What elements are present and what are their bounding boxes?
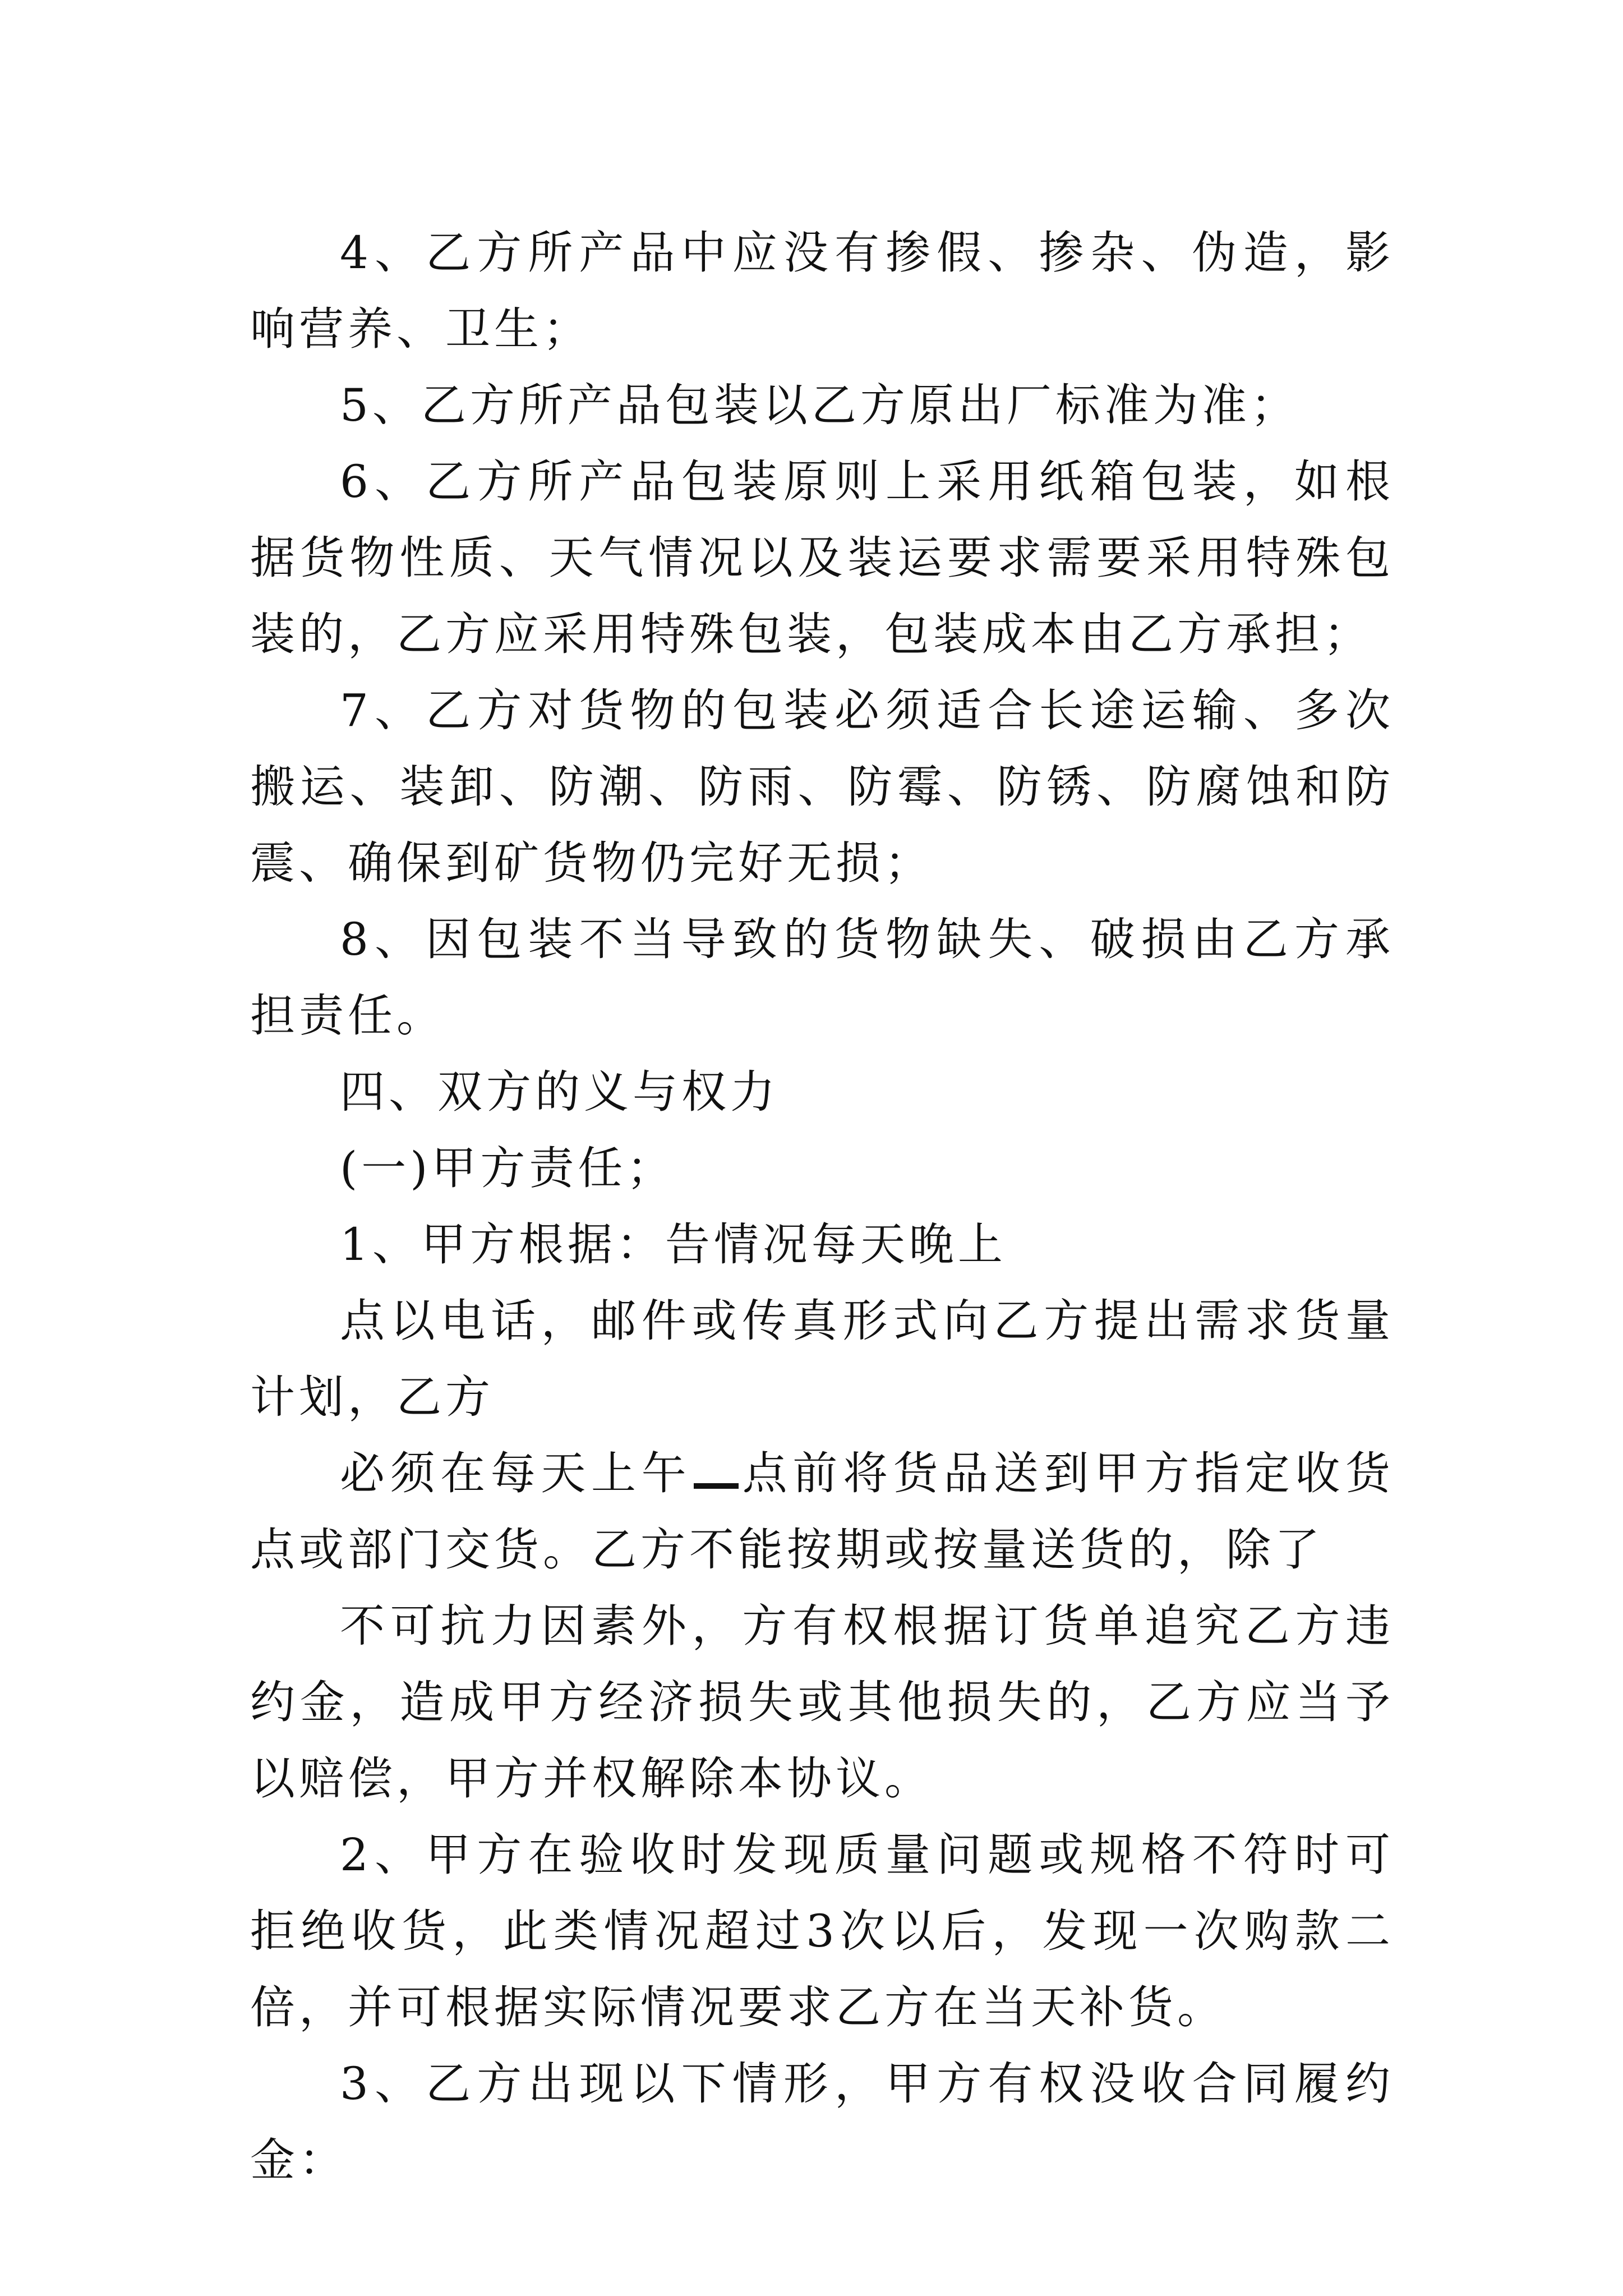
paragraph-forfeiture: 3、乙方出现以下情形，甲方有权没收合同履约金：	[250, 2058, 1394, 2186]
paragraph-order-method: 点以电话，邮件或传真形式向乙方提出需求货量计划，乙方	[250, 1295, 1394, 1423]
paragraph-transport-packaging: 7、乙方对货物的包装必须适合长途运输、多次搬运、装卸、防潮、防雨、防霉、防锈、防腐蚀和防震、确保到矿货物仍完好无损；	[250, 684, 1394, 889]
subsection-heading-party-a: (一)甲方责任；	[340, 1142, 676, 1194]
fill-in-blank	[694, 1478, 739, 1489]
paragraph-packaging-liability: 8、因包装不当导致的货物缺失、破损由乙方承担责任。	[250, 913, 1394, 1042]
delivery-text-after: 点前将货品送到甲方指定收货点或部门交货。乙方不能按期或按量送货的，除了	[250, 1447, 1395, 1576]
paragraph-order-plan: 1、甲方根据：告情况每天晚上	[340, 1218, 1007, 1271]
paragraph-delivery-time	[250, 1435, 1394, 1588]
section-heading-rights: 四、双方的义与权力	[340, 1066, 779, 1118]
paragraph-packaging-standard: 5、乙方所产品包装以乙方原出厂标准为准；	[340, 379, 1299, 431]
paragraph-penalty: 不可抗力因素外，方有权根据订货单追究乙方违约金，造成甲方经济损失或其他损失的，乙方应当予以赔偿，甲方并权解除本协议。	[250, 1600, 1394, 1805]
paragraph-quality: 4、乙方所产品中应没有掺假、掺杂、伪造，影响营养、卫生；	[250, 227, 1394, 355]
delivery-text-before: 必须在每天上午	[340, 1447, 692, 1499]
paragraph-inspection: 2、甲方在验收时发现质量问题或规格不符时可拒绝收货，此类情况超过3次以后，发现一次购款二倍，并可根据实际情况要求乙方在当天补货。	[250, 1829, 1394, 2033]
document-body	[250, 215, 1394, 2198]
paragraph-carton-packaging: 6、乙方所产品包装原则上采用纸箱包装，如根据货物性质、天气情况以及装运要求需要采用特殊包装的，乙方应采用特殊包装，包装成本由乙方承担；	[250, 455, 1394, 660]
